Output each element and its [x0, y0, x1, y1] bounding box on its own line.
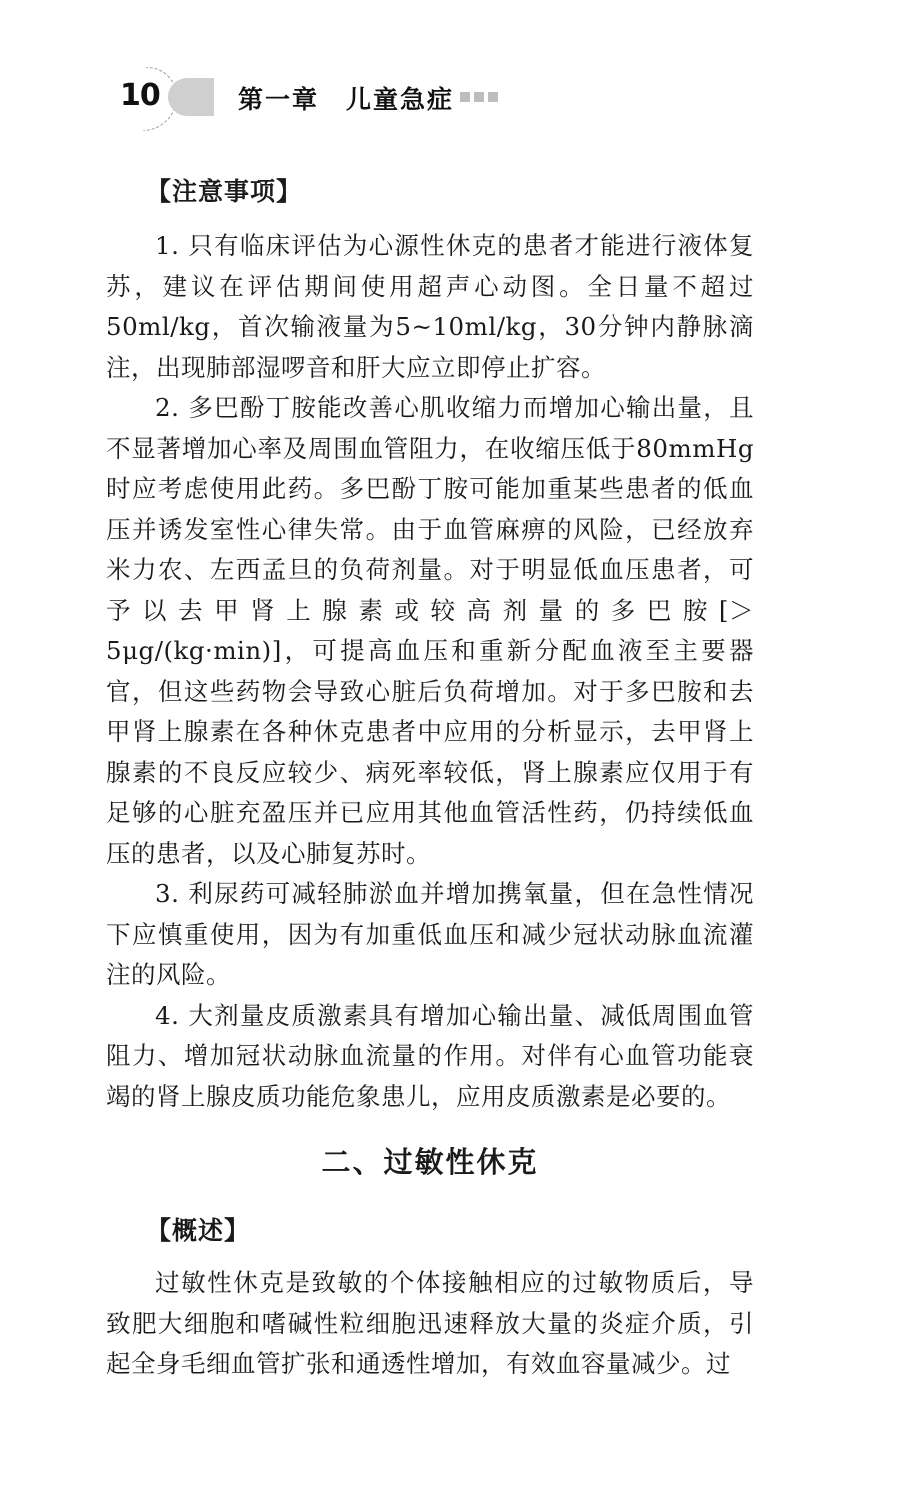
overview-paragraph: 过敏性休克是致敏的个体接触相应的过敏物质后，导致肥大细胞和嗜碱性粒细胞迅速释放大量的炎症介质，引起全身毛细血管扩张和通透性增加，有效血容量减少。过 — [106, 1268, 754, 1378]
header-decoration-squares — [460, 92, 498, 102]
decoration-square — [488, 92, 498, 102]
overview-heading: 【概述】 — [146, 1216, 251, 1245]
decoration-square — [460, 92, 470, 102]
section-subtitle: 二、过敏性休克 — [321, 1145, 539, 1179]
page-header — [110, 70, 530, 126]
notes-heading: 【注意事项】 — [146, 177, 303, 206]
decoration-square — [474, 92, 484, 102]
notes-paragraph-4: 4. 大剂量皮质激素具有增加心输出量、减低周围血管阻力、增加冠状动脉血流量的作用。对伴有心血管功能衰竭的肾上腺皮质功能危象患儿，应用皮质激素是必要的。 — [106, 1000, 754, 1111]
chapter-title: 第一章 儿童急症 — [238, 85, 455, 114]
notes-paragraph-2: 2. 多巴酚丁胺能改善心肌收缩力而增加心输出量，且不显著增加心率及周围血管阻力，在收缩压低于80mmHg时应考虑使用此药。多巴酚丁胺可能加重某些患者的低血压并诱发室性心律失常。由于血管麻痹的风险，已经放弃米力农、左西孟旦的负荷剂量。对于明显低血压患者，可予以去甲肾上腺素或较高剂量的多巴胺[＞5μg/(kg·min)]，可提高血压和重新分配血液至主要器官，但这些药物会导致心脏后负荷增加。对于多巴胺和去甲肾上腺素在各种休克患者中应用的分析显示，去甲肾上腺素的不良反应较少、病死率较低，肾上腺素应仅用于有足够的心脏充盈压并已应用其他血管活性药，仍持续低血压的患者，以及心肺复苏时。 — [106, 393, 754, 868]
header-gray-bar — [168, 78, 214, 116]
page-body — [106, 160, 754, 1385]
notes-paragraph-3: 3. 利尿药可减轻肺淤血并增加携氧量，但在急性情况下应慎重使用，因为有加重低血压和减少冠状动脉血流灌注的风险。 — [106, 879, 754, 989]
page-number: 10 — [120, 78, 160, 113]
notes-paragraph-1: 1. 只有临床评估为心源性休克的患者才能进行液体复苏，建议在评估期间使用超声心动图。全日量不超过50ml/kg，首次输液量为5~10ml/kg，30分钟内静脉滴注，出现肺部湿啰音和肝大应立即停止扩容。 — [106, 231, 754, 382]
